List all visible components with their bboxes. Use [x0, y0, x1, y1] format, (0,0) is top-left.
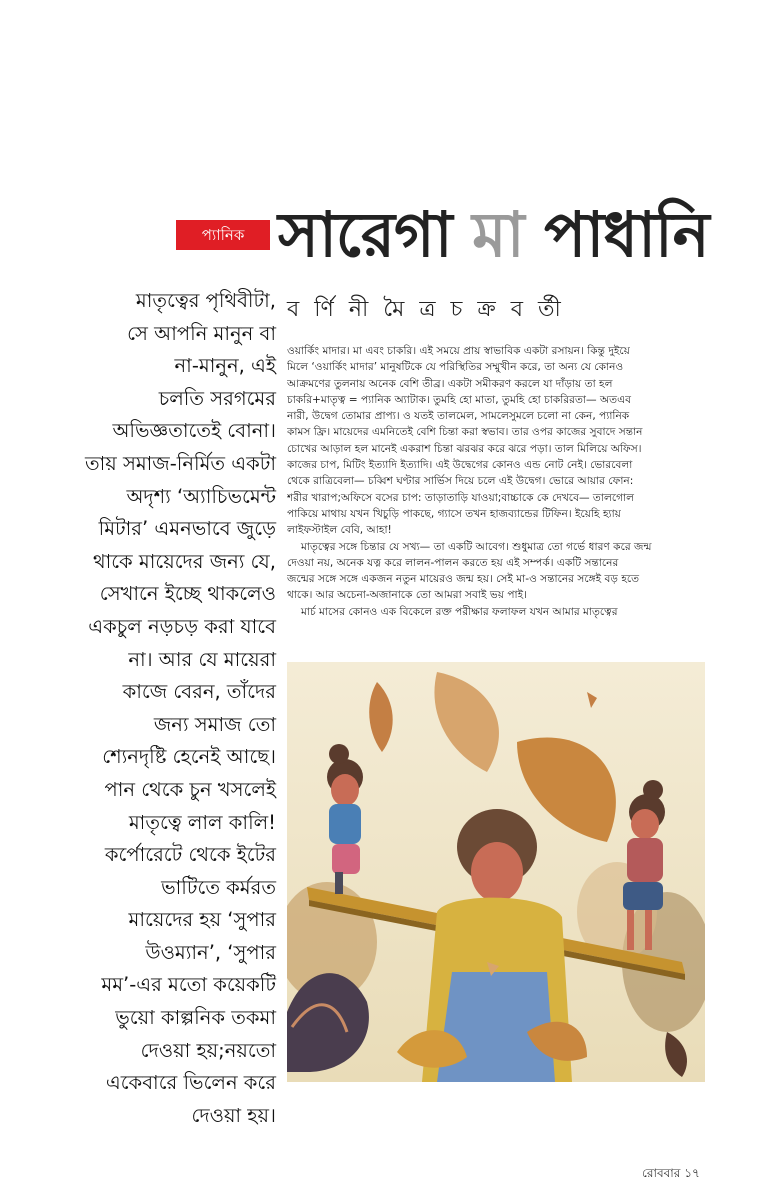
body-line: থেকে রাত্রিবেলা— চব্বিশ ঘণ্টার সার্ভিস দিয়ে চলে এই উদ্বেগ। ভোরে আয়ার ফোন:: [287, 475, 634, 488]
headline-part3: পাধানি: [523, 198, 709, 271]
pull-quote-line: জন্য সমাজ তো: [153, 712, 276, 736]
body-line: চোখের আড়াল হল মানেই একরাশ চিন্তা ঝরঝর করে ঝরে পড়া। তাল মিলিয়ে অফিস।: [287, 442, 642, 455]
headline-part1: সারেগা: [278, 198, 473, 271]
body-line: নারী, উদ্বেগ তোমার প্রাপ্য। ও যতই তালমেল, সামলেসুমলে চলো না কেন, প্যানিক: [287, 410, 630, 423]
pull-quote-line: মম’-এর মতো কয়েকটি: [101, 973, 276, 997]
seesaw-family-illustration: [287, 662, 705, 1082]
body-line: জন্মের সঙ্গে সঙ্গে একজন নতুন মায়েরও জন্ম হয়। সেই মা-ও সন্তানের সঙ্গেই বড় হতে: [287, 573, 640, 586]
pull-quote-line: একচুল নড়চড় করা যাবে: [88, 614, 276, 638]
pull-quote-line: থাকে মায়েদের জন্য যে,: [92, 549, 276, 573]
body-line: চাকরি+মাতৃত্ব = প্যানিক অ্যাটাক। তুমহি হো মাতা, তুমহি হো চাকরিরতা— অতএব: [287, 393, 632, 406]
pull-quote-line: মিটার’ এমনভাবে জুড়ে: [98, 517, 276, 541]
pull-quote-line: ভাটিতে কর্মরত: [161, 875, 276, 899]
pull-quote-line: দেওয়া হয়;নয়তো: [140, 1038, 276, 1062]
body-line: পাকিয়ে মাথায় যখন খিচুড়ি পাকছে, গ্যাসে তখন হাজব্যান্ডের টিফিন। ইয়েহি হ্যায়: [287, 507, 621, 520]
body-line: আক্রমণের তুলনায় অনেক বেশি তীব্র। একটা সমীকরণ করলে যা দাঁড়ায় তা হল: [287, 377, 613, 390]
headline: [278, 190, 709, 280]
body-line: মার্চ মাসের কোনও এক বিকেলে রক্ত পরীক্ষার ফলাফল যখন আমার মাতৃত্বের: [301, 605, 618, 618]
author-byline: ব র্ণি নী মৈ ত্র চ ক্র ব র্তী: [287, 297, 565, 322]
body-line: দেওয়া নয়, অনেক যত্ন করে লালন-পালন করতে হয় এই সম্পর্ক। একটি সন্তানের: [287, 556, 619, 569]
pull-quote-line: অদৃশ্য ‘অ্যাচিভমেন্ট: [126, 484, 276, 508]
pull-quote-line: কর্পোরেটে থেকে ইটের: [104, 843, 276, 867]
body-line: কাজের চাপ, মিটিং ইত্যাদি ইত্যাদি। এই উদ্বেগের কোনও এন্ড নোট নেই। ভোরবেলা: [287, 459, 633, 472]
article-body: [287, 343, 705, 620]
pull-quote-line: সেখানে ইচ্ছে থাকলেও: [99, 582, 276, 606]
pull-quote-line: না। আর যে মায়েরা: [128, 647, 276, 671]
body-line: শরীর খারাপ;অফিসে বসের চাপ: তাড়াতাড়ি যাওয়া;বাচ্চাকে কে দেখবে— তালগোল: [287, 491, 635, 504]
body-line: লাইফস্টাইল বেবি, আহা!: [287, 524, 392, 537]
body-line: কামস ফ্রি। মায়েদের এমনিতেই বেশি চিন্তা করা স্বভাব। তার ওপর কাজের সুবাদে সন্তান: [287, 426, 643, 439]
body-line: ওয়ার্কিং মাদার। মা এবং চাকরি। এই সময়ে প্রায় স্বাভাবিক একটা রসায়ন। কিন্তু দুইয়ে: [287, 345, 630, 357]
pull-quote-line: উওম্যান’, ‘সুপার: [145, 940, 276, 964]
pull-quote-line: দেওয়া হয়।: [191, 1103, 276, 1127]
pull-quote-line: মাতৃত্বে লাল কালি!: [128, 810, 276, 834]
pull-quote-line: শ্যেনদৃষ্টি হেনেই আছে।: [102, 745, 276, 769]
pull-quote-line: কাজে বেরন, তাঁদের: [122, 680, 276, 704]
section-tag: প্যানিক: [176, 220, 270, 250]
headline-part2: মা: [472, 198, 524, 271]
pull-quote-line: সে আপনি মানুন বা: [127, 321, 276, 345]
body-line: মাতৃত্বের সঙ্গে চিন্তার যে সখ্য— তা একটি আবেগ। শুধুমাত্র তো গর্ভে ধারণ করে জন্ম: [301, 540, 652, 553]
pull-quote-line: চলতি সরগমের: [158, 386, 276, 410]
body-line: থাকে। আর অচেনা-অজানাকে তো আমরা সবাই ভয় পাই।: [287, 589, 527, 602]
pull-quote-line: একেবারে ভিলেন করে: [105, 1071, 276, 1095]
pull-quote-line: ভুয়ো কাল্পনিক তকমা: [115, 1006, 276, 1030]
pull-quote-line: তায় সমাজ-নির্মিত একটা: [84, 451, 276, 475]
pull-quote-line: অভিজ্ঞতাতেই বোনা।: [112, 419, 276, 443]
pull-quote: [30, 285, 276, 1132]
pull-quote-line: মায়েদের হয় ‘সুপার: [128, 908, 276, 932]
pull-quote-line: পান থেকে চুন খসলেই: [104, 777, 276, 801]
body-line: মিলে ‘ওয়ার্কিং মাদার’ মানুষটিকে যে পরিস্থিতির সম্মুখীন করে, তা অন্য যে কোনও: [287, 361, 624, 374]
page-folio: রোববার ১৭: [642, 1166, 700, 1180]
pull-quote-line: মাতৃত্বের পৃথিবীটা,: [135, 289, 276, 312]
pull-quote-line: না-মানুন, এই: [174, 354, 276, 378]
